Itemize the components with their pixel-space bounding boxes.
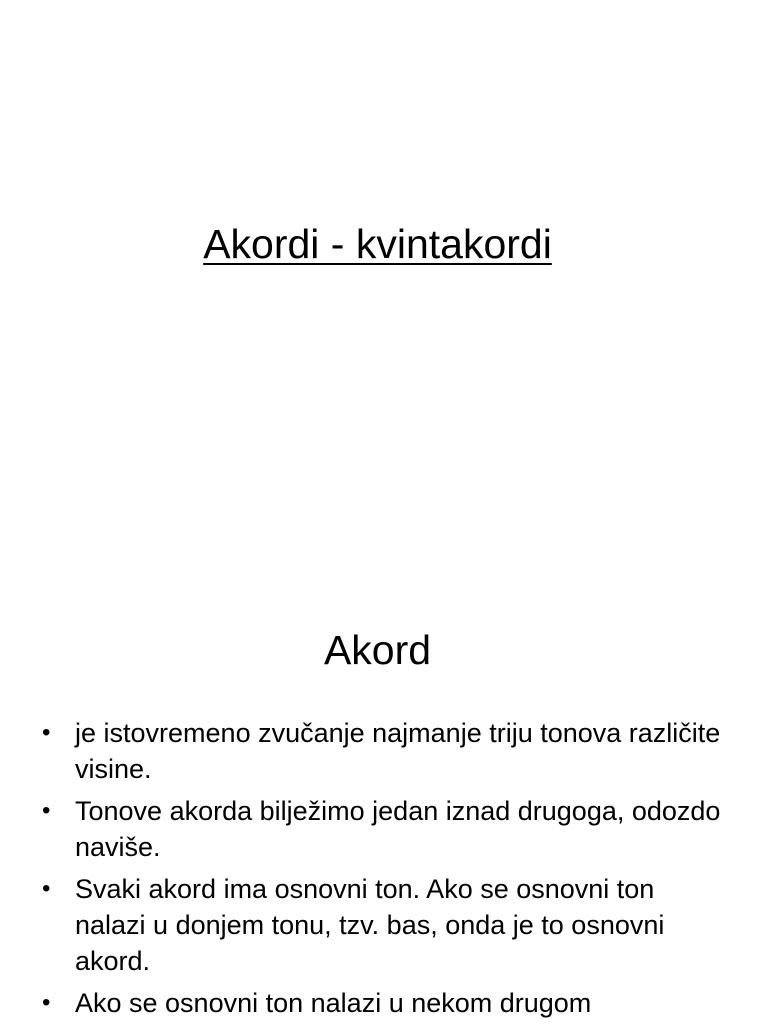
bullet-icon: •: [42, 719, 51, 746]
bullet-text: Tonove akorda bilježimo jedan iznad drugoga, odozdo naviše.: [75, 796, 721, 862]
bullet-item-1: [42, 715, 732, 787]
bullet-icon: •: [42, 797, 51, 824]
slide-title: Akordi - kvintakordi: [203, 221, 552, 267]
bullet-icon: •: [42, 875, 51, 902]
bullet-list: [42, 715, 732, 1027]
bullet-text: Ako se osnovni ton nalazi u nekom drugom: [75, 988, 592, 1018]
bullet-item-2: [42, 793, 732, 865]
bullet-icon: •: [42, 989, 51, 1016]
bullet-text: Svaki akord ima osnovni ton. Ako se osnovni ton nalazi u donjem tonu, tzv. bas, onda je to osnovni akord.: [75, 874, 665, 976]
bullet-item-4: [42, 985, 732, 1021]
section-heading: Akord: [323, 627, 432, 673]
bullet-text: je istovremeno zvučanje najmanje triju tonova različite visine.: [75, 718, 721, 784]
bullet-item-3: [42, 871, 732, 979]
